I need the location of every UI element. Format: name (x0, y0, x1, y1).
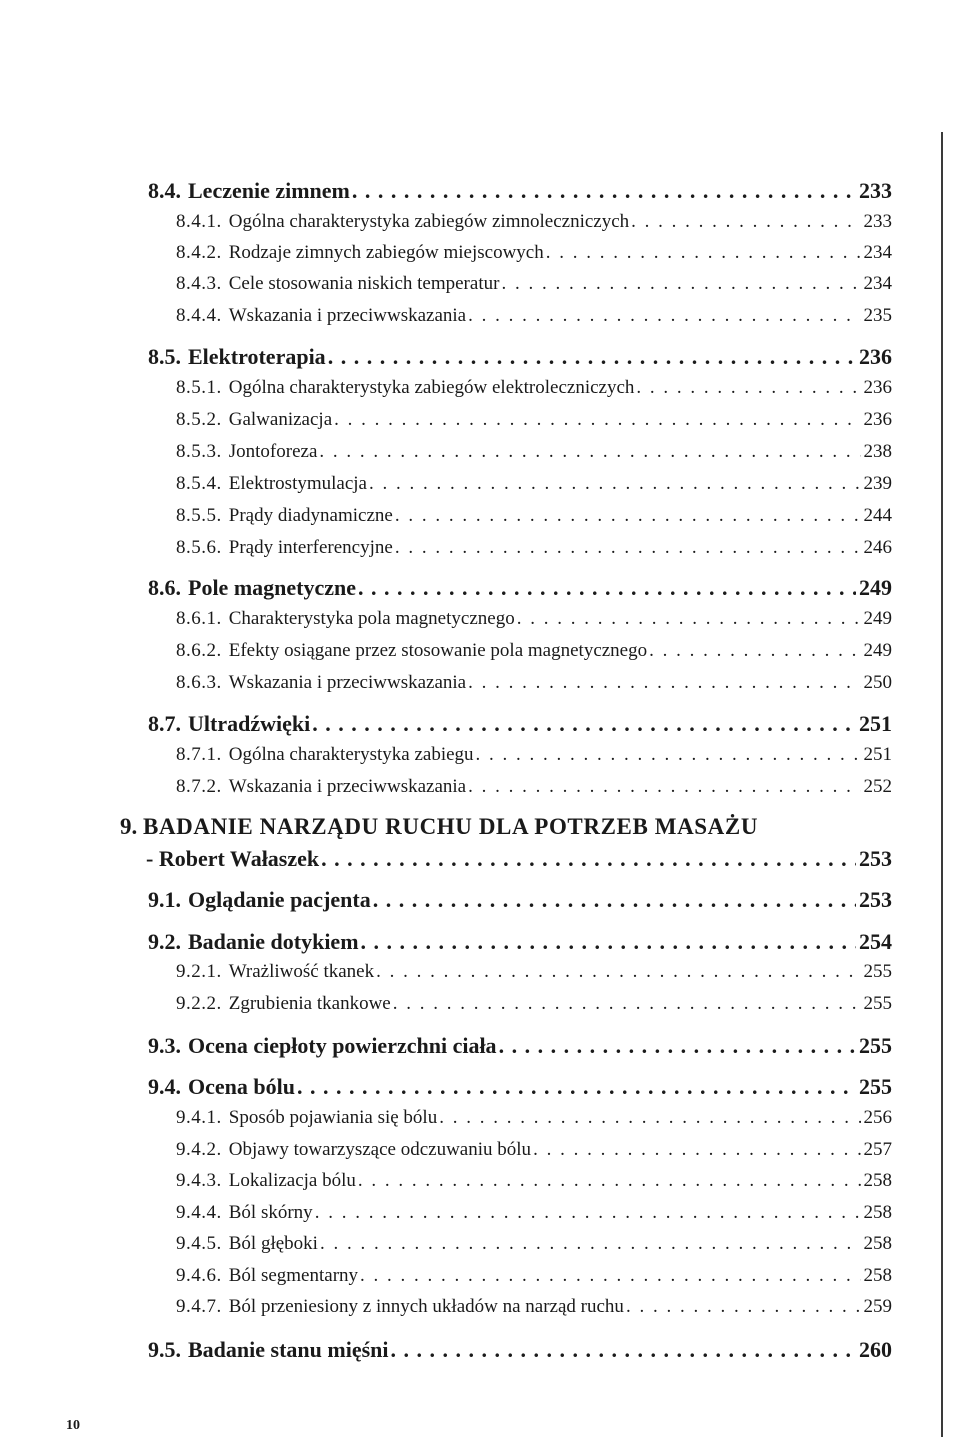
toc-entry-number: 8.6. (148, 575, 181, 600)
toc-entry-title: Charakterystyka pola magnetycznego (228, 608, 515, 629)
toc-entry-page: 254 (859, 929, 892, 954)
toc-entry-number: 8.5.6. (176, 537, 222, 558)
toc-entry-number: 8.7.2. (176, 776, 222, 797)
dot-leader (320, 1233, 861, 1255)
toc-entry-number: 9.4.3. (176, 1170, 222, 1191)
toc-entry-number: 9.4.7. (176, 1296, 222, 1317)
toc-entry[interactable] (176, 961, 892, 983)
dot-leader (319, 441, 860, 463)
toc-entry-number: 8.5.5. (176, 505, 222, 526)
toc-entry[interactable] (176, 409, 892, 431)
dot-leader (312, 711, 856, 737)
toc-entry-title: Elektrostymulacja (228, 473, 367, 494)
toc-entry[interactable] (176, 441, 892, 463)
dot-leader (626, 1296, 861, 1318)
toc-entry-number: 8.4.2. (176, 242, 222, 263)
dot-leader (546, 242, 861, 264)
toc-entry-page: 246 (863, 537, 892, 558)
dot-leader (393, 993, 861, 1015)
chapter-author-line[interactable] (146, 846, 892, 872)
toc-entry-number: 9.4. (148, 1074, 181, 1099)
toc-entry[interactable] (148, 1033, 892, 1059)
toc-entry-number: 8.6.2. (176, 640, 222, 661)
toc-entry-page: 236 (863, 409, 892, 430)
toc-entry[interactable] (148, 1337, 892, 1363)
toc-entry-number: 9.4.1. (176, 1107, 222, 1128)
toc-entry-page: 236 (863, 377, 892, 398)
toc-entry-number: 8.4.4. (176, 305, 222, 326)
toc-entry-title: Leczenie zimnem (188, 178, 350, 203)
dot-leader (468, 672, 860, 694)
toc-entry-number: 8.5.4. (176, 473, 222, 494)
toc-entry-page: 258 (863, 1233, 892, 1254)
toc-entry-number: 9.2.1. (176, 961, 222, 982)
toc-entry-number: 8.5.2. (176, 409, 222, 430)
page-number: 10 (66, 1418, 80, 1433)
toc-entry-page: 258 (863, 1170, 892, 1191)
toc-entry[interactable] (176, 672, 892, 694)
dot-leader (328, 344, 856, 370)
chapter-heading[interactable] (120, 814, 758, 840)
dot-leader (358, 1170, 861, 1192)
toc-entry-number: 9.4.4. (176, 1202, 222, 1223)
dot-leader (439, 1107, 860, 1129)
toc-entry-title: Rodzaje zimnych zabiegów miejscowych (228, 242, 544, 263)
dot-leader (468, 776, 860, 798)
dot-leader (369, 473, 861, 495)
chapter-number: 9. (120, 814, 138, 839)
toc-entry[interactable] (148, 929, 892, 955)
toc-entry[interactable] (176, 242, 892, 264)
dot-leader (360, 1265, 860, 1287)
dot-leader (649, 640, 860, 662)
toc-entry-title: Efekty osiągane przez stosowanie pola magnetycznego (228, 640, 648, 661)
dot-leader (358, 575, 856, 601)
toc-entry-number: 8.5.1. (176, 377, 222, 398)
toc-entry-page: 256 (863, 1107, 892, 1128)
toc-entry[interactable] (176, 537, 892, 559)
toc-entry-number: 8.7. (148, 711, 181, 736)
toc-entry-number: 9.5. (148, 1337, 181, 1362)
toc-entry-page: 251 (863, 744, 892, 765)
toc-entry[interactable] (176, 1296, 892, 1318)
dot-leader (517, 608, 861, 630)
dot-leader (321, 846, 856, 872)
dot-leader (533, 1139, 860, 1161)
toc-entry-title: Wskazania i przeciwwskazania (228, 776, 467, 797)
toc-entry[interactable] (148, 1074, 892, 1100)
toc-entry[interactable] (148, 575, 892, 601)
toc-entry-title: Elektroterapia (188, 344, 326, 369)
toc-entry[interactable] (148, 887, 892, 913)
toc-entry[interactable] (176, 211, 892, 233)
dot-leader (395, 537, 861, 559)
toc-entry-page: 249 (863, 608, 892, 629)
toc-entry-title: Lokalizacja bólu (228, 1170, 356, 1191)
dot-leader (395, 505, 861, 527)
dot-leader (315, 1202, 861, 1224)
dot-leader (373, 887, 856, 913)
toc-entry-page: 255 (863, 961, 892, 982)
toc-entry-page: 236 (859, 344, 892, 369)
toc-entry-page: 258 (863, 1202, 892, 1223)
dot-leader (297, 1074, 856, 1100)
toc-entry-page: 238 (863, 441, 892, 462)
toc-entry-title: Ogólna charakterystyka zabiegów zimnoleczniczych (228, 211, 630, 232)
toc-entry-title: Zgrubienia tkankowe (228, 993, 391, 1014)
toc-entry-page: 234 (863, 273, 892, 294)
toc-entry[interactable] (176, 640, 892, 662)
toc-entry-number: 9.1. (148, 887, 181, 912)
toc-entry-title: Ból głęboki (228, 1233, 318, 1254)
toc-entry[interactable] (176, 473, 892, 495)
toc-entry-page: 239 (863, 473, 892, 494)
toc-entry-page: 250 (863, 672, 892, 693)
dot-leader (501, 273, 860, 295)
toc-entry-title: Oglądanie pacjenta (188, 887, 371, 912)
toc-entry-title: Ból segmentarny (228, 1265, 359, 1286)
toc-entry-title: Wskazania i przeciwwskazania (228, 305, 467, 326)
toc-entry-page: 260 (859, 1337, 892, 1362)
toc-entry-number: 9.3. (148, 1033, 181, 1058)
dot-leader (468, 305, 860, 327)
toc-entry-number: 9.4.5. (176, 1233, 222, 1254)
toc-entry-page: 234 (863, 242, 892, 263)
toc-entry-title: Ogólna charakterystyka zabiegu (228, 744, 474, 765)
toc-entry-page: 257 (863, 1139, 892, 1160)
toc-entry-title: Ocena bólu (188, 1074, 295, 1099)
toc-entry-page: 244 (863, 505, 892, 526)
toc-entry[interactable] (176, 1170, 892, 1192)
toc-entry-title: Ogólna charakterystyka zabiegów elektroleczniczych (228, 377, 635, 398)
toc-entry-number: 8.5.3. (176, 441, 222, 462)
toc-entry[interactable] (176, 1139, 892, 1161)
toc-entry[interactable] (176, 305, 892, 327)
toc-entry-title: Cele stosowania niskich temperatur (228, 273, 500, 294)
toc-entry-number: 8.6.3. (176, 672, 222, 693)
toc-entry[interactable] (176, 1107, 892, 1129)
chapter-title: BADANIE NARZĄDU RUCHU DLA POTRZEB MASAŻU (143, 814, 759, 839)
toc-entry-page: 251 (859, 711, 892, 736)
toc-entry[interactable] (176, 993, 892, 1015)
dot-leader (476, 744, 861, 766)
toc-entry-title: Galwanizacja (228, 409, 333, 430)
toc-entry-title: Pole magnetyczne (188, 575, 356, 600)
toc-entry-number: 9.2.2. (176, 993, 222, 1014)
toc-entry-page: 258 (863, 1265, 892, 1286)
toc-entry-title: Ocena ciepłoty powierzchni ciała (188, 1033, 497, 1058)
toc-entry[interactable] (176, 505, 892, 527)
toc-entry-title: Wrażliwość tkanek (228, 961, 375, 982)
toc-entry-page: 249 (859, 575, 892, 600)
toc-entry-title: Prądy interferencyjne (228, 537, 393, 558)
toc-entry-title: Objawy towarzyszące odczuwaniu bólu (228, 1139, 532, 1160)
toc-entry[interactable] (148, 178, 892, 204)
dot-leader (631, 211, 860, 233)
toc-entry-page: 249 (863, 640, 892, 661)
toc-entry[interactable] (176, 1233, 892, 1255)
toc-entry-page: 235 (863, 305, 892, 326)
toc-entry-title: Prądy diadynamiczne (228, 505, 393, 526)
toc-entry[interactable] (176, 608, 892, 630)
toc-entry[interactable] (176, 776, 892, 798)
dot-leader (499, 1033, 856, 1059)
dot-leader (376, 961, 860, 983)
toc-entry-title: Ultradźwięki (188, 711, 311, 736)
dot-leader (352, 178, 856, 204)
toc-entry-title: Ból skórny (228, 1202, 313, 1223)
dot-leader (334, 409, 860, 431)
toc-entry-title: Badanie stanu mięśni (188, 1337, 389, 1362)
dot-leader (391, 1337, 857, 1363)
toc-entry-page: 255 (859, 1033, 892, 1058)
toc-entry-number: 9.4.6. (176, 1265, 222, 1286)
toc-entry[interactable] (176, 377, 892, 399)
toc-entry-number: 8.4. (148, 178, 181, 203)
toc-entry-page: 233 (859, 178, 892, 203)
dot-leader (636, 377, 860, 399)
dot-leader (361, 929, 856, 955)
toc-entry-title: Jontoforeza (228, 441, 318, 462)
chapter-page: 253 (859, 846, 892, 871)
toc-entry-page: 253 (859, 887, 892, 912)
toc-entry-title: Wskazania i przeciwwskazania (228, 672, 467, 693)
toc-entry-page: 255 (863, 993, 892, 1014)
toc-entry[interactable] (148, 344, 892, 370)
toc-entry[interactable] (176, 1265, 892, 1287)
toc-entry-number: 9.4.2. (176, 1139, 222, 1160)
toc-entry-number: 8.7.1. (176, 744, 222, 765)
toc-entry-title: Ból przeniesiony z innych układów na narząd ruchu (228, 1296, 624, 1317)
toc-entry-title: Sposób pojawiania się bólu (228, 1107, 438, 1128)
toc-entry-page: 252 (863, 776, 892, 797)
toc-entry[interactable] (148, 711, 892, 737)
toc-entry[interactable] (176, 744, 892, 766)
toc-entry-page: 255 (859, 1074, 892, 1099)
toc-entry[interactable] (176, 1202, 892, 1224)
chapter-author: - Robert Wałaszek (146, 846, 320, 871)
toc-entry-number: 9.2. (148, 929, 181, 954)
toc-entry-number: 8.6.1. (176, 608, 222, 629)
toc-entry-page: 233 (863, 211, 892, 232)
toc-entry-number: 8.4.1. (176, 211, 222, 232)
toc-entry-title: Badanie dotykiem (188, 929, 359, 954)
toc-entry-number: 8.5. (148, 344, 181, 369)
toc-entry[interactable] (176, 273, 892, 295)
toc-entry-page: 259 (863, 1296, 892, 1317)
toc-entry-number: 8.4.3. (176, 273, 222, 294)
